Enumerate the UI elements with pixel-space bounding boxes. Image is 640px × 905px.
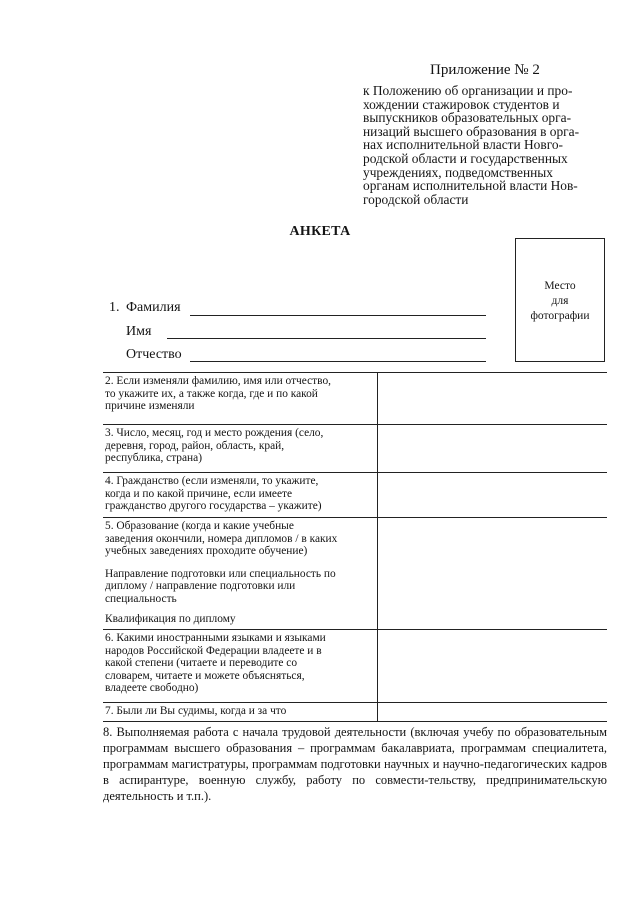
answer-cell[interactable] (377, 373, 607, 425)
question-line: 6. Какими иностранными языками и языками (105, 632, 326, 644)
table-row (103, 630, 607, 703)
patronymic-field[interactable] (190, 361, 486, 362)
question-line: причине изменяли (105, 400, 195, 413)
name-label: Имя (126, 324, 152, 339)
table-row (103, 518, 607, 566)
item1-number: 1. (109, 300, 120, 315)
question-line: 2. Если изменяли фамилию, имя или отчество, (105, 375, 331, 387)
question-line: 7. Были ли Вы судимы, когда и за что (105, 705, 287, 717)
appendix-line: к Положению об организации и про- (363, 83, 573, 98)
appendix-title: Приложение № 2 (430, 62, 540, 78)
question-line: то укажите их, а также когда, где и по какой (105, 387, 318, 400)
appendix-description (363, 84, 613, 206)
surname-field[interactable] (190, 315, 486, 316)
question-line: Квалификация по диплому (105, 612, 236, 625)
question-line: республика, страна) (105, 452, 203, 465)
table-row (103, 473, 607, 518)
surname-label: Фамилия (126, 300, 181, 315)
table-row (103, 611, 607, 630)
appendix-line: нах исполнительной власти Новго- (363, 137, 564, 153)
appendix-line: органам исполнительной власти Нов- (363, 178, 578, 194)
question-line: гражданство другого государства – укажите) (105, 500, 322, 513)
question-cell (103, 473, 377, 518)
question-cell (103, 703, 377, 722)
question-line: Направление подготовки или специальность по (105, 567, 336, 580)
question-line: словарем, читаете и можете объясняться, (105, 669, 305, 682)
question-line: учебных заведениях проходите обучение) (105, 545, 308, 558)
table-row (103, 425, 607, 473)
answer-cell[interactable] (377, 518, 607, 566)
question-cell (103, 611, 377, 630)
question-line: какой степени (читаете и переводите со (105, 657, 298, 670)
question-line: 3. Число, месяц, год и место рождения (село, (105, 427, 324, 439)
patronymic-label: Отчество (126, 347, 182, 362)
appendix-line: родской области и государственных (363, 150, 568, 166)
photo-caption (516, 239, 604, 324)
question-line: специальность (105, 592, 177, 605)
question-line: заведения окончили, номера дипломов / в каких (105, 532, 338, 545)
question-line: 5. Образование (когда и какие учебные (105, 520, 294, 532)
question-line: народов Российской Федерации владеете и в (105, 644, 322, 657)
question-line: владеете свободно) (105, 682, 199, 695)
photo-caption-line: фотографии (530, 310, 590, 322)
table-row (103, 703, 607, 722)
question-cell (103, 518, 377, 566)
form-title: АНКЕТА (289, 224, 351, 239)
answer-cell[interactable] (377, 425, 607, 473)
question-cell (103, 630, 377, 703)
appendix-line: выпускников образовательных орга- (363, 110, 572, 126)
name-field[interactable] (167, 338, 486, 339)
table-row (103, 373, 607, 425)
photo-placeholder (515, 238, 605, 362)
questionnaire-table (103, 372, 607, 722)
appendix-line: хождении стажировок студентов и (363, 96, 560, 112)
question-cell (103, 425, 377, 473)
question-line: деревня, город, район, область, край, (105, 439, 285, 452)
appendix-line: городской области (363, 191, 469, 207)
answer-cell[interactable] (377, 611, 607, 630)
question-line: 4. Гражданство (если изменяли, то укажите, (105, 475, 319, 487)
appendix-line: учреждениях, подведомственных (363, 164, 553, 180)
answer-cell[interactable] (377, 703, 607, 722)
question-line: когда и по какой причине, если имеете (105, 487, 293, 500)
answer-cell[interactable] (377, 473, 607, 518)
appendix-line: низаций высшего образования в орга- (363, 123, 580, 139)
question-cell (103, 373, 377, 425)
answer-cell[interactable] (377, 630, 607, 703)
item-8-paragraph: 8. Выполняемая работа с начала трудовой деятельности (включая учебу по образовательным программам высшего образования – программам бакалавриата, программам специалитета, программам магистратуры, программам подготовки научных и научно-педагогических кадров в аспирантуре, военную службу, работу по совмести-тельству, предпринимательскую деятельность и т.п.). (103, 725, 607, 803)
answer-cell[interactable] (377, 566, 607, 611)
photo-caption-line: для (551, 295, 569, 307)
question-cell (103, 566, 377, 611)
table-row (103, 566, 607, 611)
photo-caption-line: Место (544, 280, 576, 292)
question-line: диплому / направление подготовки или (105, 580, 296, 593)
